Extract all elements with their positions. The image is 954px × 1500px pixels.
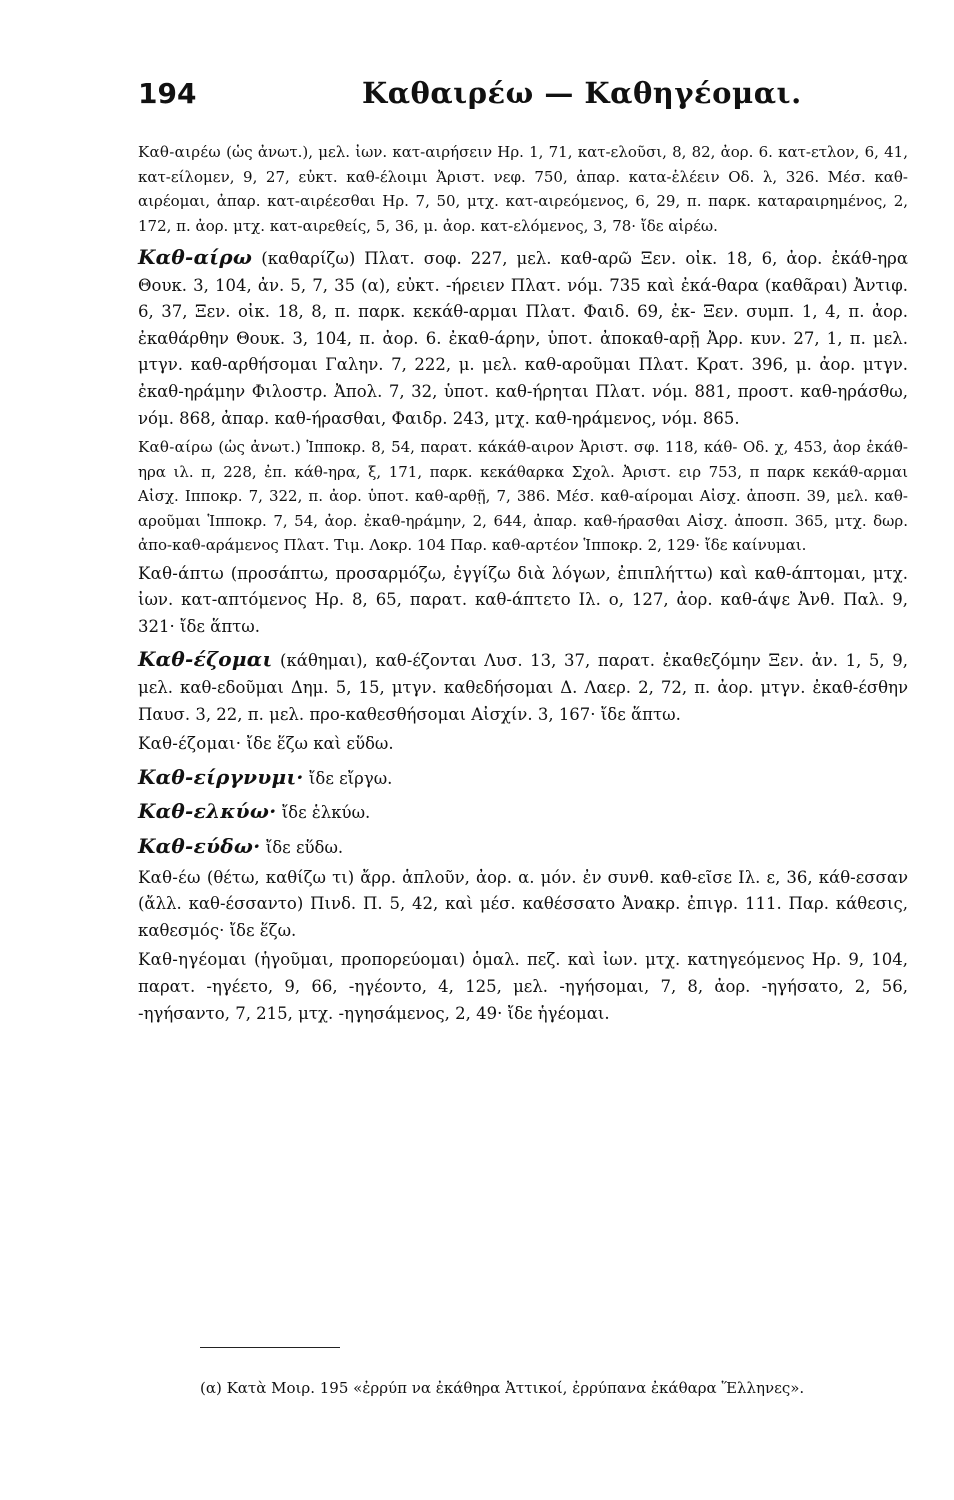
- dictionary-entry: [138, 140, 908, 238]
- dictionary-entry: [138, 764, 908, 793]
- dictionary-entry: [138, 435, 908, 558]
- entry-headword: Καθ-είργνυμι·: [138, 764, 304, 789]
- entry-headword: Καθ-αίρω: [138, 245, 253, 269]
- dictionary-entry: [138, 731, 908, 758]
- entry-text: ἴδε εὕδω.: [260, 838, 344, 857]
- dictionary-entries: [138, 140, 908, 1027]
- entry-headword: Καθ-έζομαι: [138, 647, 273, 672]
- entry-headword: Καθ-εύδω·: [138, 834, 261, 858]
- entry-text: (ὡς ἀνωτ.) Ἱπποκρ. 8, 54, παρατ. κάκάθ-αιρον Ἀριστ. σφ. 118, κάθ- Οδ. χ, 453, ἀορ ἐκάθ-ηρα ιλ. π, 228, ἐπ. κάθ-ηρα, ξ, 171, παρκ. κεκάθαρκα Σχολ. Ἀριστ. ειρ 753, π παρκ κεκάθ-αρμαι Αἰσχ. Ιπποκρ. 7, 322, π. ἀορ. ὑποτ. καθ-αρθῇ, 7, 386. Μέσ. καθ-αίρομαι Αἰσχ. ἀποσπ. 39, μελ. καθ-αροῦμαι Ἱπποκρ. 7, 54, ἀορ. ἐκαθ-ηράμην, 2, 644, ἀπαρ. καθ-ήρασθαι Αἰσχ. ἀποσπ. 365, μτχ. δωρ. ἀπο-καθ-αράμενος Πλατ. Τιμ. Λοκρ. 104 Παρ. καθ-αρτέον Ἱπποκρ. 2, 129· ἴδε καίνυμαι.: [138, 438, 908, 555]
- entry-headword: Καθ-άπτω: [138, 563, 224, 583]
- dictionary-entry: [138, 646, 908, 728]
- footnote: (α) Κατὰ Μοιρ. 195 «ἐρρύπ να ἐκάθηρα Ἀττικοί, ἐρρύπανα ἐκάθαρα Ἕλληνες».: [200, 1379, 805, 1397]
- dictionary-entry: [138, 798, 908, 827]
- dictionary-entry: [138, 865, 908, 945]
- dictionary-entry: [138, 561, 908, 641]
- entry-headword: Καθ-ηγέομαι: [138, 950, 247, 970]
- entry-text: ἴδε ἑλκύω.: [276, 803, 371, 823]
- entry-text: (προσάπτω, προσαρμόζω, ἐγγίζω διὰ λόγων, ἐπιπλήττω) καὶ καθ-άπτομαι, μτχ. ἰων. κατ-απτόμενος Ηρ. 8, 65, παρατ. καθ-άπτετο Ιλ. ο, 127, ἀορ. καθ-άψε Ἀνθ. Παλ. 9, 321· ἴδε ἅπτω.: [138, 563, 908, 636]
- entry-text: ἴδε ἕζω καὶ εὕδω.: [241, 734, 394, 754]
- entry-headword: Καθ-αιρέω: [138, 143, 221, 161]
- dictionary-entry: [138, 833, 908, 862]
- entry-text: (ἡγοῦμαι, προπορεύομαι) ὁμαλ. πεζ. καὶ ἰων. μτχ. κατηγεόμενος Ηρ. 9, 104, παρατ. -ηγέετο, 9, 66, -ηγέοντο, 4, 125, μελ. -ηγήσομαι, 7, 8, ἀορ. -ηγήσατο, 2, 56, -ηγήσαντο, 7, 215, μτχ. -ηγησάμενος, 2, 49· ἴδε ἡγέομαι.: [138, 950, 908, 1023]
- entry-headword: Καθ-αίρω: [138, 438, 213, 457]
- dictionary-entry: [138, 947, 908, 1027]
- entry-headword: Καθ-ελκύω·: [138, 799, 277, 824]
- dictionary-entry: [138, 244, 908, 432]
- footnote-divider: [200, 1347, 340, 1348]
- entry-text: (ὡς ἀνωτ.), μελ. ἰων. κατ-αιρήσειν Ηρ. 1, 71, κατ-ελοῦσι, 8, 82, ἀορ. 6. κατ-ετλον, 6, 41, κατ-είλομεν, 9, 27, εὐκτ. καθ-έλοιμι Ἀριστ. νεφ. 750, ἀπαρ. κατα-ἑλέειν Οδ. λ, 326. Μέσ. καθ-αιρέομαι, ἀπαρ. κατ-αιρέεσθαι Ηρ. 7, 50, μτχ. κατ-αιρεόμενος, 6, 29, π. παρκ. καταραιρημένος, 2, 172, π. ἀορ. μτχ. κατ-αιρεθείς, 5, 36, μ. ἀορ. κατ-ελόμενος, 3, 78· ἴδε αἱρέω.: [138, 143, 908, 235]
- page-number: 194: [138, 77, 197, 110]
- page-header: [138, 76, 904, 124]
- running-title: Καθαιρέω — Καθηγέομαι.: [362, 76, 802, 110]
- entry-text: ἴδε εἴργω.: [303, 768, 393, 788]
- entry-headword: Καθ-έζομαι·: [138, 734, 242, 754]
- entry-headword: Καθ-έω: [138, 867, 201, 887]
- entry-text: (κάθημαι), καθ-έζονται Λυσ. 13, 37, παρατ. ἐκαθεζόμην Ξεν. ἀν. 1, 5, 9, μελ. καθ-εδοῦμαι Δημ. 5, 15, μτγν. καθεδήσομαι Δ. Λαερ. 2, 72, π. ἀορ. μτγν. ἐκαθ-έσθην Παυσ. 3, 22, π. μελ. προ-καθεσθήσομαι Αἰσχίν. 3, 167· ἴδε ἅπτω.: [138, 651, 908, 724]
- entry-text: (θέτω, καθίζω τι) ἄρρ. ἁπλοῦν, ἀορ. α. μόν. ἐν συνθ. καθ-εῖσε Ιλ. ε, 36, κάθ-εσσαν (ἄλλ. καθ-έσσαντο) Πινδ. Π. 5, 42, καὶ μέσ. καθέσσατο Ἀνακρ. ἐπιγρ. 111. Παρ. κάθεσις, καθεσμός· ἴδε ἕζω.: [138, 867, 908, 940]
- entry-text: (καθαρίζω) Πλατ. σοφ. 227, μελ. καθ-αρῶ Ξεν. οἰκ. 18, 6, ἀορ. ἐκάθ-ηρα Θουκ. 3, 104, ἀν. 5, 7, 35 (α), εὐκτ. -ήρειεν Πλατ. νόμ. 735 καὶ ἐκά-θαρα (καθᾶραι) Ἀντιφ. 6, 37, Ξεν. οἰκ. 18, 8, π. παρκ. κεκάθ-αρμαι Πλατ. Φαιδ. 69, ἐκ- Ξεν. συμπ. 1, 4, π. ἀορ. ἐκαθάρθην Θουκ. 3, 104, π. ἀορ. 6. ἐκαθ-άρην, ὑποτ. ἀποκαθ-αρῇ Ἀρρ. κυν. 27, 1, π. μελ. μτγν. καθ-αρθήσομαι Γαλην. 7, 222, μ. μελ. καθ-αροῦμαι Πλατ. Κρατ. 396, μ. ἀορ. μτγν. ἐκαθ-ηράμην Φιλοστρ. Ἀπολ. 7, 32, ὑποτ. καθ-ήρηται Πλατ. νόμ. 881, προστ. καθ-ηράσθω, νόμ. 868, ἀπαρ. καθ-ήρασθαι, Φαιδρ. 243, μτχ. καθ-ηράμενος, νόμ. 865.: [138, 249, 908, 428]
